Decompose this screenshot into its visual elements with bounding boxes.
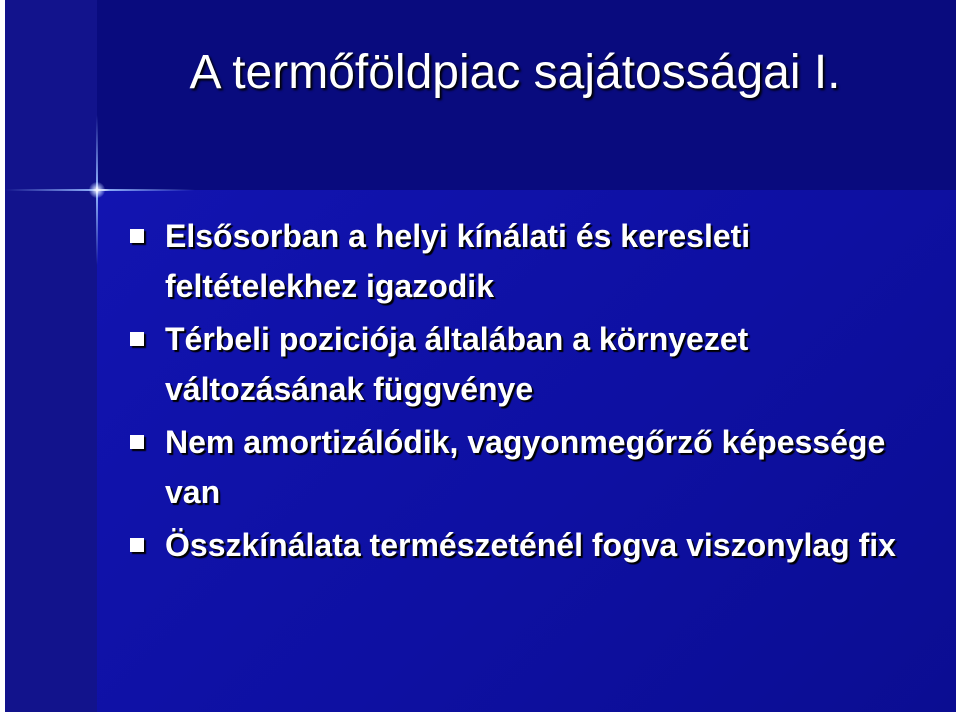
bullet-text: Nem amortizálódik, vagyonmegőrző képessége van [165,424,886,510]
bullet-text: Térbeli poziciója általában a környezet változásának függvénye [165,321,749,407]
slide [5,0,956,712]
bullet-item [127,417,917,517]
square-bullet-icon [130,538,144,552]
bullet-item [127,314,917,414]
left-decor-band [5,0,97,712]
bullet-item [127,211,917,311]
bullet-text: Elsősorban a helyi kínálati és keresleti feltételekhez igazodik [165,218,751,304]
square-bullet-icon [130,332,144,346]
bullet-text: Összkínálata természeténél fogva viszonylag fix [165,527,896,563]
square-bullet-icon [130,229,144,243]
square-bullet-icon [130,435,144,449]
slide-title: A termőföldpiac sajátosságai I. [189,46,841,99]
bullet-list [127,211,917,573]
bullet-item [127,520,917,570]
star-flare-icon [89,182,105,198]
